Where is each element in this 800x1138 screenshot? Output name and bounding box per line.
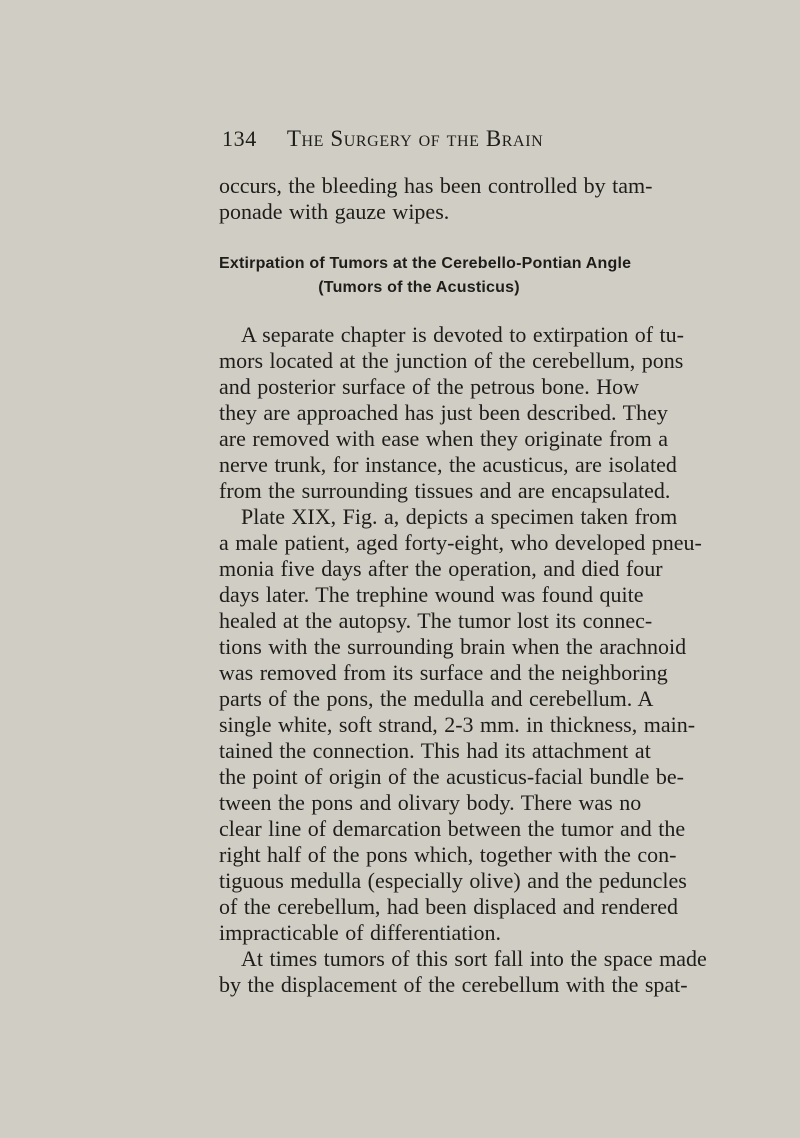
text-line: tions with the surrounding brain when the arachnoid <box>219 634 687 659</box>
text-line: Plate XIX, Fig. a, depicts a specimen taken from <box>241 504 678 529</box>
text-line: single white, soft strand, 2-3 mm. in thickness, main- <box>219 712 696 737</box>
text-line: right half of the pons which, together with the con- <box>219 842 677 867</box>
text-line: tiguous medulla (especially olive) and the peduncles <box>219 868 687 893</box>
section-subheading: (Tumors of the Acusticus) <box>318 279 520 296</box>
running-title: The Surgery of the Brain <box>286 126 544 151</box>
text-line: days later. The trephine wound was found quite <box>219 582 644 607</box>
text-line: occurs, the bleeding has been controlled by tam- <box>219 173 653 198</box>
text-line: and posterior surface of the petrous bone. How <box>219 374 639 399</box>
text-line: healed at the autopsy. The tumor lost its connec- <box>219 608 653 633</box>
text-line: are removed with ease when they originate from a <box>219 426 669 451</box>
text-line: tained the connection. This had its attachment at <box>219 738 651 763</box>
text-line: monia five days after the operation, and died four <box>219 556 663 581</box>
text-line: from the surrounding tissues and are encapsulated. <box>219 478 671 503</box>
text-line: nerve trunk, for instance, the acusticus, are isolated <box>219 452 677 477</box>
text-line: parts of the pons, the medulla and cerebellum. A <box>219 686 654 711</box>
text-line: impracticable of differentiation. <box>219 920 501 945</box>
running-header <box>222 126 543 152</box>
text-line: of the cerebellum, had been displaced and rendered <box>219 894 679 919</box>
text-line: a male patient, aged forty-eight, who developed pneu- <box>219 530 702 555</box>
text-line: A separate chapter is devoted to extirpation of tu- <box>241 322 684 347</box>
text-line: tween the pons and olivary body. There was no <box>219 790 642 815</box>
text-line: by the displacement of the cerebellum with the spat- <box>219 972 688 997</box>
text-line: was removed from its surface and the neighboring <box>219 660 668 685</box>
text-line: mors located at the junction of the cerebellum, pons <box>219 348 684 373</box>
page-number: 134 <box>222 126 257 151</box>
text-line: they are approached has just been described. They <box>219 400 668 425</box>
text-line: clear line of demarcation between the tumor and the <box>219 816 686 841</box>
text-line: At times tumors of this sort fall into the space made <box>241 946 707 971</box>
text-line: the point of origin of the acusticus-facial bundle be- <box>219 764 684 789</box>
section-heading: Extirpation of Tumors at the Cerebello-Pontian Angle <box>219 255 632 272</box>
text-line: ponade with gauze wipes. <box>219 199 450 224</box>
